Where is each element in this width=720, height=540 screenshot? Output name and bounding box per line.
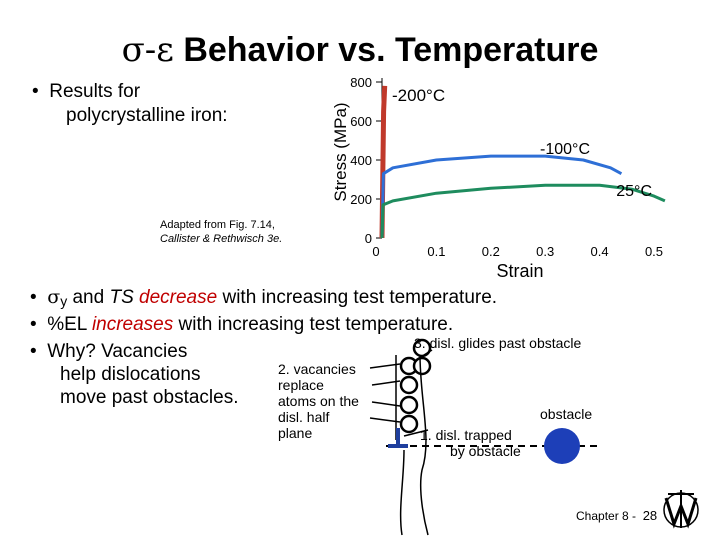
bullet1-ts: TS (109, 287, 134, 308)
bullet2-text-a: %EL (47, 314, 92, 335)
label-step3: 3. disl. glides past obstacle (414, 335, 582, 351)
bullet-dot: • (30, 341, 37, 362)
publisher-logo-icon (660, 488, 702, 532)
atom-circle (401, 397, 417, 413)
bullet-line-1 (30, 286, 497, 313)
x-axis-title: Strain (496, 261, 544, 281)
label-step2 (278, 361, 359, 441)
bullet3-line3: move past obstacles. (60, 387, 239, 408)
y-axis-title: Stress (MPa) (331, 102, 350, 202)
label-step1-line: by obstacle (450, 443, 521, 459)
label-step1-line: 1. disl. trapped (420, 427, 512, 443)
series-label: -200°C (392, 86, 446, 105)
bullet-line-3 (30, 340, 238, 409)
bullet-line-2 (30, 313, 453, 336)
bullet2-emphasis: increases (91, 314, 174, 335)
title-symbol: σ-ε (121, 30, 174, 70)
obstacle-circle (544, 428, 580, 464)
bullet1-text-a: and (67, 287, 110, 308)
label-step2-line: replace (278, 377, 324, 393)
results-line1: Results for (49, 81, 141, 102)
attribution-line1: Adapted from Fig. 7.14, (160, 219, 275, 231)
label-obstacle: obstacle (540, 406, 593, 422)
bullet3-line2: help dislocations (60, 364, 201, 385)
series-label: 25°C (616, 183, 652, 200)
title-text: Behavior vs. Temperature (173, 31, 599, 69)
label-step2-line: atoms on the (278, 393, 359, 409)
bullet-dot: • (30, 314, 37, 335)
bullet3-line1: Why? Vacancies (47, 341, 188, 362)
label-step2-line: disl. half (278, 409, 330, 425)
bullet1-text-c: with increasing test temperature. (217, 287, 498, 308)
footer-chapter (576, 508, 657, 523)
x-tick-label: 0 (372, 244, 380, 259)
chart-layer (331, 75, 665, 281)
attribution-line2: Callister & Rethwisch 3e. (160, 233, 283, 245)
y-tick-label: 800 (350, 75, 372, 90)
y-tick-label: 200 (350, 192, 372, 207)
glide-path-line (401, 450, 404, 535)
label-step2-line: plane (278, 425, 313, 441)
y-tick-label: 0 (364, 231, 372, 246)
atom-circle (401, 377, 417, 393)
results-line2: polycrystalline iron: (66, 105, 228, 126)
sigma-symbol: σ (47, 286, 61, 308)
bullet1-emphasis: decrease (139, 287, 218, 308)
y-tick-label: 600 (350, 114, 372, 129)
bullet-dot: • (30, 287, 37, 308)
x-tick-label: 0.1 (427, 244, 446, 259)
page-number: 28 (642, 508, 658, 523)
sigma-subscript: y (60, 293, 68, 309)
x-tick-label: 0.3 (536, 244, 555, 259)
series-label: -100°C (540, 141, 590, 158)
bullet2-text-b: with increasing test temperature. (173, 314, 454, 335)
label-step1 (420, 427, 521, 459)
y-tick-label: 400 (350, 153, 372, 168)
x-tick-label: 0.4 (590, 244, 609, 259)
atom-circle (401, 416, 417, 432)
results-bullet: • (32, 81, 39, 102)
label-step2-line: 2. vacancies (278, 361, 356, 377)
footer-chapter-label: Chapter 8 - (576, 509, 637, 523)
x-tick-label: 0.5 (644, 244, 664, 259)
x-tick-label: 0.2 (481, 244, 500, 259)
